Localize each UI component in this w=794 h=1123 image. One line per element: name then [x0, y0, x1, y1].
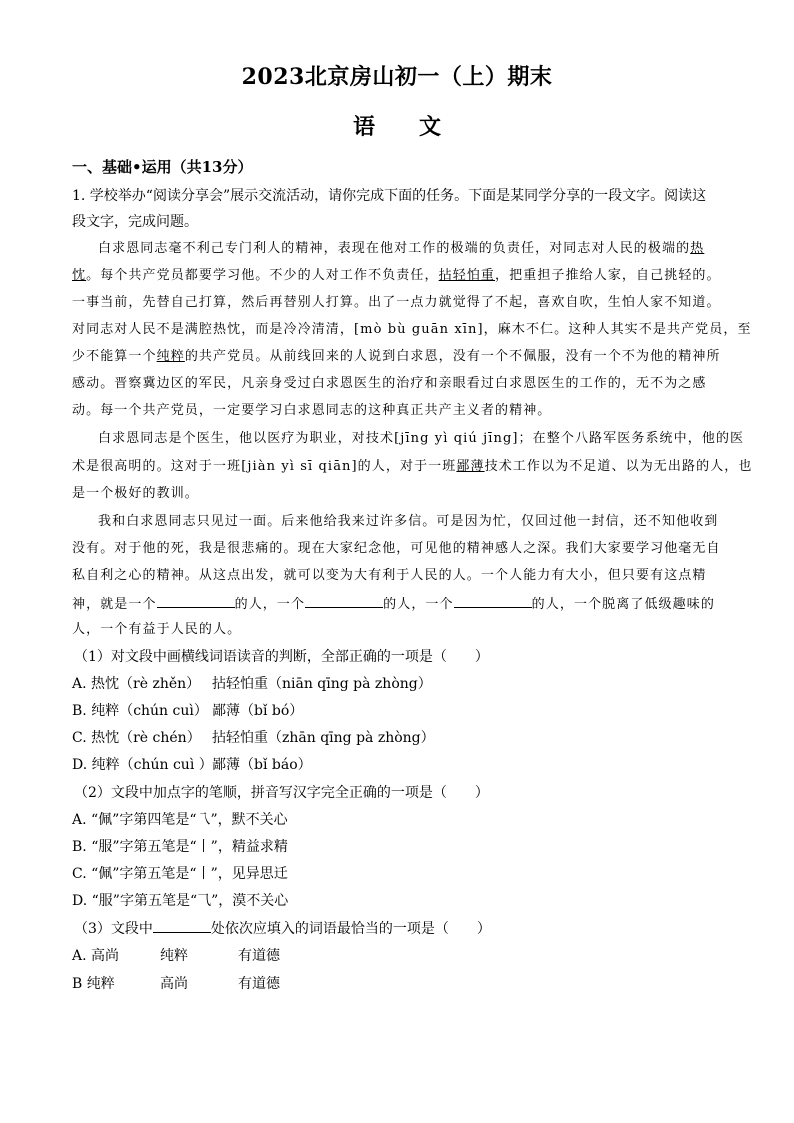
question-blank [153, 918, 211, 933]
option-part: 纯粹 [160, 948, 188, 964]
option-part: 高尚 [160, 976, 188, 992]
passage-text: 白求恩同志毫不利己专门利人的精神，表现在他对工作的极端的负责任，对同志对人民的极端的 [98, 241, 691, 256]
option-part: 鄙薄（bǐ bó） [212, 703, 304, 719]
sub-question-1: （1）对文段中画横线词语读音的判断，全部正确的一项是（ ） [74, 649, 489, 665]
passage-line [72, 457, 753, 477]
option-part: A. 高尚 [72, 948, 120, 964]
passage-line [72, 266, 721, 286]
passage-text: 的人，一个 [234, 597, 306, 612]
passage-text: 的人，一个脱离了低级趣味的 [531, 597, 715, 612]
option-part: B. 纯粹（chún cuì） [72, 703, 208, 719]
question-1-intro-line-1: 1. 学校举办“阅读分享会”展示交流活动，请你完成下面的任务。下面是某同学分享的一段文字。阅读这 [72, 188, 707, 204]
fill-blank-1[interactable] [157, 593, 235, 608]
passage-text: 的共产党员。从前线回来的人说到白求恩，没有一个不佩服，没有一个不为他的精神所 [184, 349, 721, 364]
option-row[interactable] [72, 974, 280, 994]
option-part: B 纯粹 [72, 976, 115, 992]
option-part: C. 热忱（rè chén） [72, 730, 201, 746]
passage-text: 。每个共产党员都要学习他。不少的人对工作不负责任， [86, 268, 439, 283]
option-row[interactable] [72, 728, 435, 748]
underlined-word: 拈轻怕重 [438, 268, 496, 283]
passage-line: 对同志对人民不是满腔热忱，而是冷冷清清，[mò bù guān xīn]，麻木不仁。这种人其实不是共产党员，至 [72, 322, 752, 337]
passage-line: 私自利之心的精神。从这点出发，就可以变为大有利于人民的人。一个人能力有大小，但只要有这点精 [72, 568, 707, 583]
option-row[interactable] [72, 755, 312, 775]
fill-blank-3[interactable] [454, 593, 532, 608]
passage-line: 动。每一个共产党员，一定要学习白求恩同志的这种真正共产主义者的精神。 [72, 403, 552, 418]
option-row[interactable] [72, 946, 280, 966]
option-row[interactable]: A. “佩”字第四笔是“乁”，默不关心 [72, 812, 288, 828]
subject-title: 语 文 [352, 114, 441, 140]
passage-line [72, 347, 721, 367]
question-1-intro-line-2: 段文字，完成问题。 [72, 214, 198, 230]
option-row[interactable]: C. “佩”字第五笔是“丨”，见异思迁 [72, 866, 288, 882]
underlined-word: 鄙薄 [456, 459, 485, 474]
passage-line: 人，一个有益于人民的人。 [72, 622, 242, 637]
passage-line [98, 239, 704, 259]
passage-text: 技术工作以为不足道、以为无出路的人，也 [484, 459, 753, 474]
passage-line: 一事当前，先替自己打算，然后再替别人打算。出了一点力就觉得了不起，喜欢自吹，生怕人家不知道。 [72, 295, 721, 310]
option-row[interactable]: D. “服”字第五笔是“⺄”，漠不关心 [72, 893, 289, 909]
passage-line [72, 593, 715, 615]
sub-question-3 [74, 918, 491, 939]
fill-blank-2[interactable] [305, 593, 383, 608]
passage-line: 感动。晋察冀边区的军民，凡亲身受过白求恩医生的治疗和亲眼看过白求恩医生的工作的，无不为之感 [72, 376, 707, 391]
exam-title: 2023北京房山初一（上）期末 [241, 64, 553, 90]
question-text: 处依次应填入的词语最恰当的一项是（ ） [210, 921, 491, 937]
passage-line: 没有。对于他的死，我是很悲痛的。现在大家纪念他，可见他的精神感人之深。我们大家要学习他毫无自 [72, 541, 721, 556]
underlined-word: 热 [690, 241, 705, 256]
option-part: 鄙薄（bǐ báo） [212, 757, 312, 773]
question-text: （3）文段中 [74, 921, 153, 937]
option-part: 有道德 [238, 976, 280, 992]
passage-text: 神，就是一个 [72, 597, 157, 612]
passage-line: 白求恩同志是个医生，他以医疗为职业，对技术[jīng yì qiú jīng]；在整个八路军医务系统中，他的医 [98, 431, 745, 446]
underlined-word: 纯粹 [156, 349, 185, 364]
option-part: 拈轻怕重（niān qīng pà zhòng） [212, 676, 432, 692]
sub-question-2: （2）文段中加点字的笔顺，拼音写汉字完全正确的一项是（ ） [74, 785, 489, 801]
option-row[interactable] [72, 674, 432, 694]
section-heading: 一、基础•运用（共13分） [72, 158, 253, 176]
passage-line: 我和白求恩同志只见过一面。后来他给我来过许多信。可是因为忙，仅回过他一封信，还不知他收到 [98, 514, 719, 529]
option-row[interactable] [72, 701, 303, 721]
option-part: 有道德 [238, 948, 280, 964]
passage-text: 术是很高明的。这对于一班[jiàn yì sī qiān]的人，对于一班 [72, 459, 457, 474]
option-part: 拈轻怕重（zhān qīng pà zhòng） [212, 730, 435, 746]
underlined-word: 忱 [72, 268, 87, 283]
option-row[interactable]: B. “服”字第五笔是“丨”，精益求精 [72, 839, 288, 855]
option-part: A. 热忱（rè zhěn） [72, 676, 201, 692]
passage-text: 的人，一个 [383, 597, 454, 612]
passage-text: ，把重担子推给人家，自己挑轻的。 [495, 268, 721, 283]
passage-line: 是一个极好的教训。 [72, 486, 199, 501]
passage-text: 少不能算一个 [72, 349, 157, 364]
option-part: D. 纯粹（chún cuì ） [72, 757, 213, 773]
